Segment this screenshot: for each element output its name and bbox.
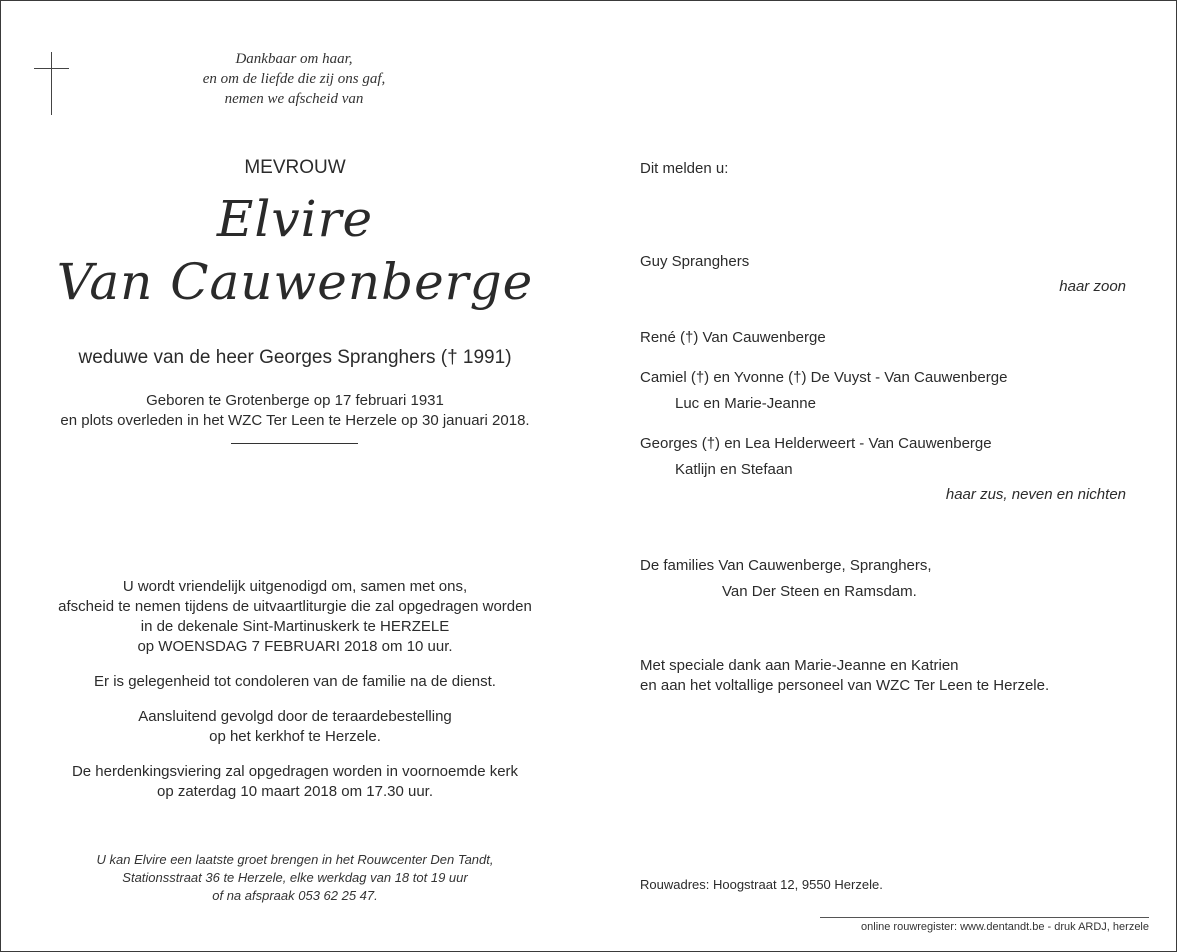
farewell-line: U kan Elvire een laatste groet brengen in het Rouwcenter Den Tandt,: [96, 852, 494, 867]
families-line: De families Van Cauwenberge, Spranghers,: [640, 557, 932, 574]
son-role: haar zoon: [1059, 278, 1126, 295]
honorific-title: MEVROUW: [244, 157, 346, 178]
thanks: [640, 656, 1140, 696]
thanks-line: Met speciale dank aan Marie-Jeanne en Katrien: [640, 657, 959, 674]
farewell-line: of na afspraak 053 62 25 47.: [212, 888, 378, 903]
burial: [30, 707, 560, 747]
motto-line: Dankbaar om haar,: [235, 51, 353, 67]
relative-line: René (†) Van Cauwenberge: [640, 329, 826, 346]
divider: [231, 443, 358, 444]
relatives-role: haar zus, neven en nichten: [945, 486, 1126, 503]
relative-line: Katlijn en Stefaan: [675, 461, 793, 478]
invitation-line: U wordt vriendelijk uitgenodigd om, samen met ons,: [122, 578, 468, 595]
mourning-address: Rouwadres: Hoogstraat 12, 9550 Herzele.: [640, 877, 883, 892]
condolence-line: Er is gelegenheid tot condoleren van de familie na de dienst.: [94, 673, 496, 690]
died-line: en plots overleden in het WZC Ter Leen te Herzele op 30 januari 2018.: [60, 412, 530, 429]
relative-line: Georges (†) en Lea Helderweert - Van Cauwenberge: [640, 435, 992, 452]
farewell-line: Stationsstraat 36 te Herzele, elke werkdag van 18 tot 19 uur: [122, 870, 468, 885]
thanks-line: en aan het voltallige personeel van WZC Ter Leen te Herzele.: [640, 677, 1050, 694]
son-name: Guy Spranghers: [640, 253, 750, 270]
invitation-line: op WOENSDAG 7 FEBRUARI 2018 om 10 uur.: [137, 638, 453, 655]
footer-credits: online rouwregister: www.dentandt.be - druk ARDJ, herzele: [861, 921, 1149, 933]
motto: [160, 49, 428, 109]
born-line: Geboren te Grotenberge op 17 februari 1931: [146, 392, 444, 409]
farewell-note: [30, 851, 560, 905]
remembrance-line: De herdenkingsviering zal opgedragen worden in voornoemde kerk: [71, 763, 519, 780]
burial-line: op het kerkhof te Herzele.: [209, 728, 381, 745]
birth-death: [30, 391, 560, 431]
burial-line: Aansluitend gevolgd door de teraardebestelling: [138, 708, 452, 725]
remembrance: [30, 762, 560, 802]
last-name: Van Cauwenberge: [56, 253, 534, 311]
invitation: [30, 577, 560, 657]
motto-line: nemen we afscheid van: [224, 91, 364, 107]
invitation-line: afscheid te nemen tijdens de uitvaartliturgie die zal opgedragen worden: [58, 598, 532, 615]
footer-rule: [820, 917, 1149, 918]
remembrance-line: op zaterdag 10 maart 2018 om 17.30 uur.: [156, 783, 434, 800]
relative-line: Luc en Marie-Jeanne: [675, 395, 816, 412]
announced-by: Dit melden u:: [640, 160, 729, 177]
relative-line: Camiel (†) en Yvonne (†) De Vuyst - Van Cauwenberge: [640, 369, 1008, 386]
motto-line: en om de liefde die zij ons gaf,: [202, 71, 386, 87]
invitation-line: in de dekenale Sint-Martinuskerk te HERZELE: [140, 618, 450, 635]
spouse-line: weduwe van de heer Georges Spranghers († 1991): [78, 347, 512, 368]
families-line: Van Der Steen en Ramsdam.: [722, 583, 917, 600]
first-name: Elvire: [216, 190, 374, 248]
